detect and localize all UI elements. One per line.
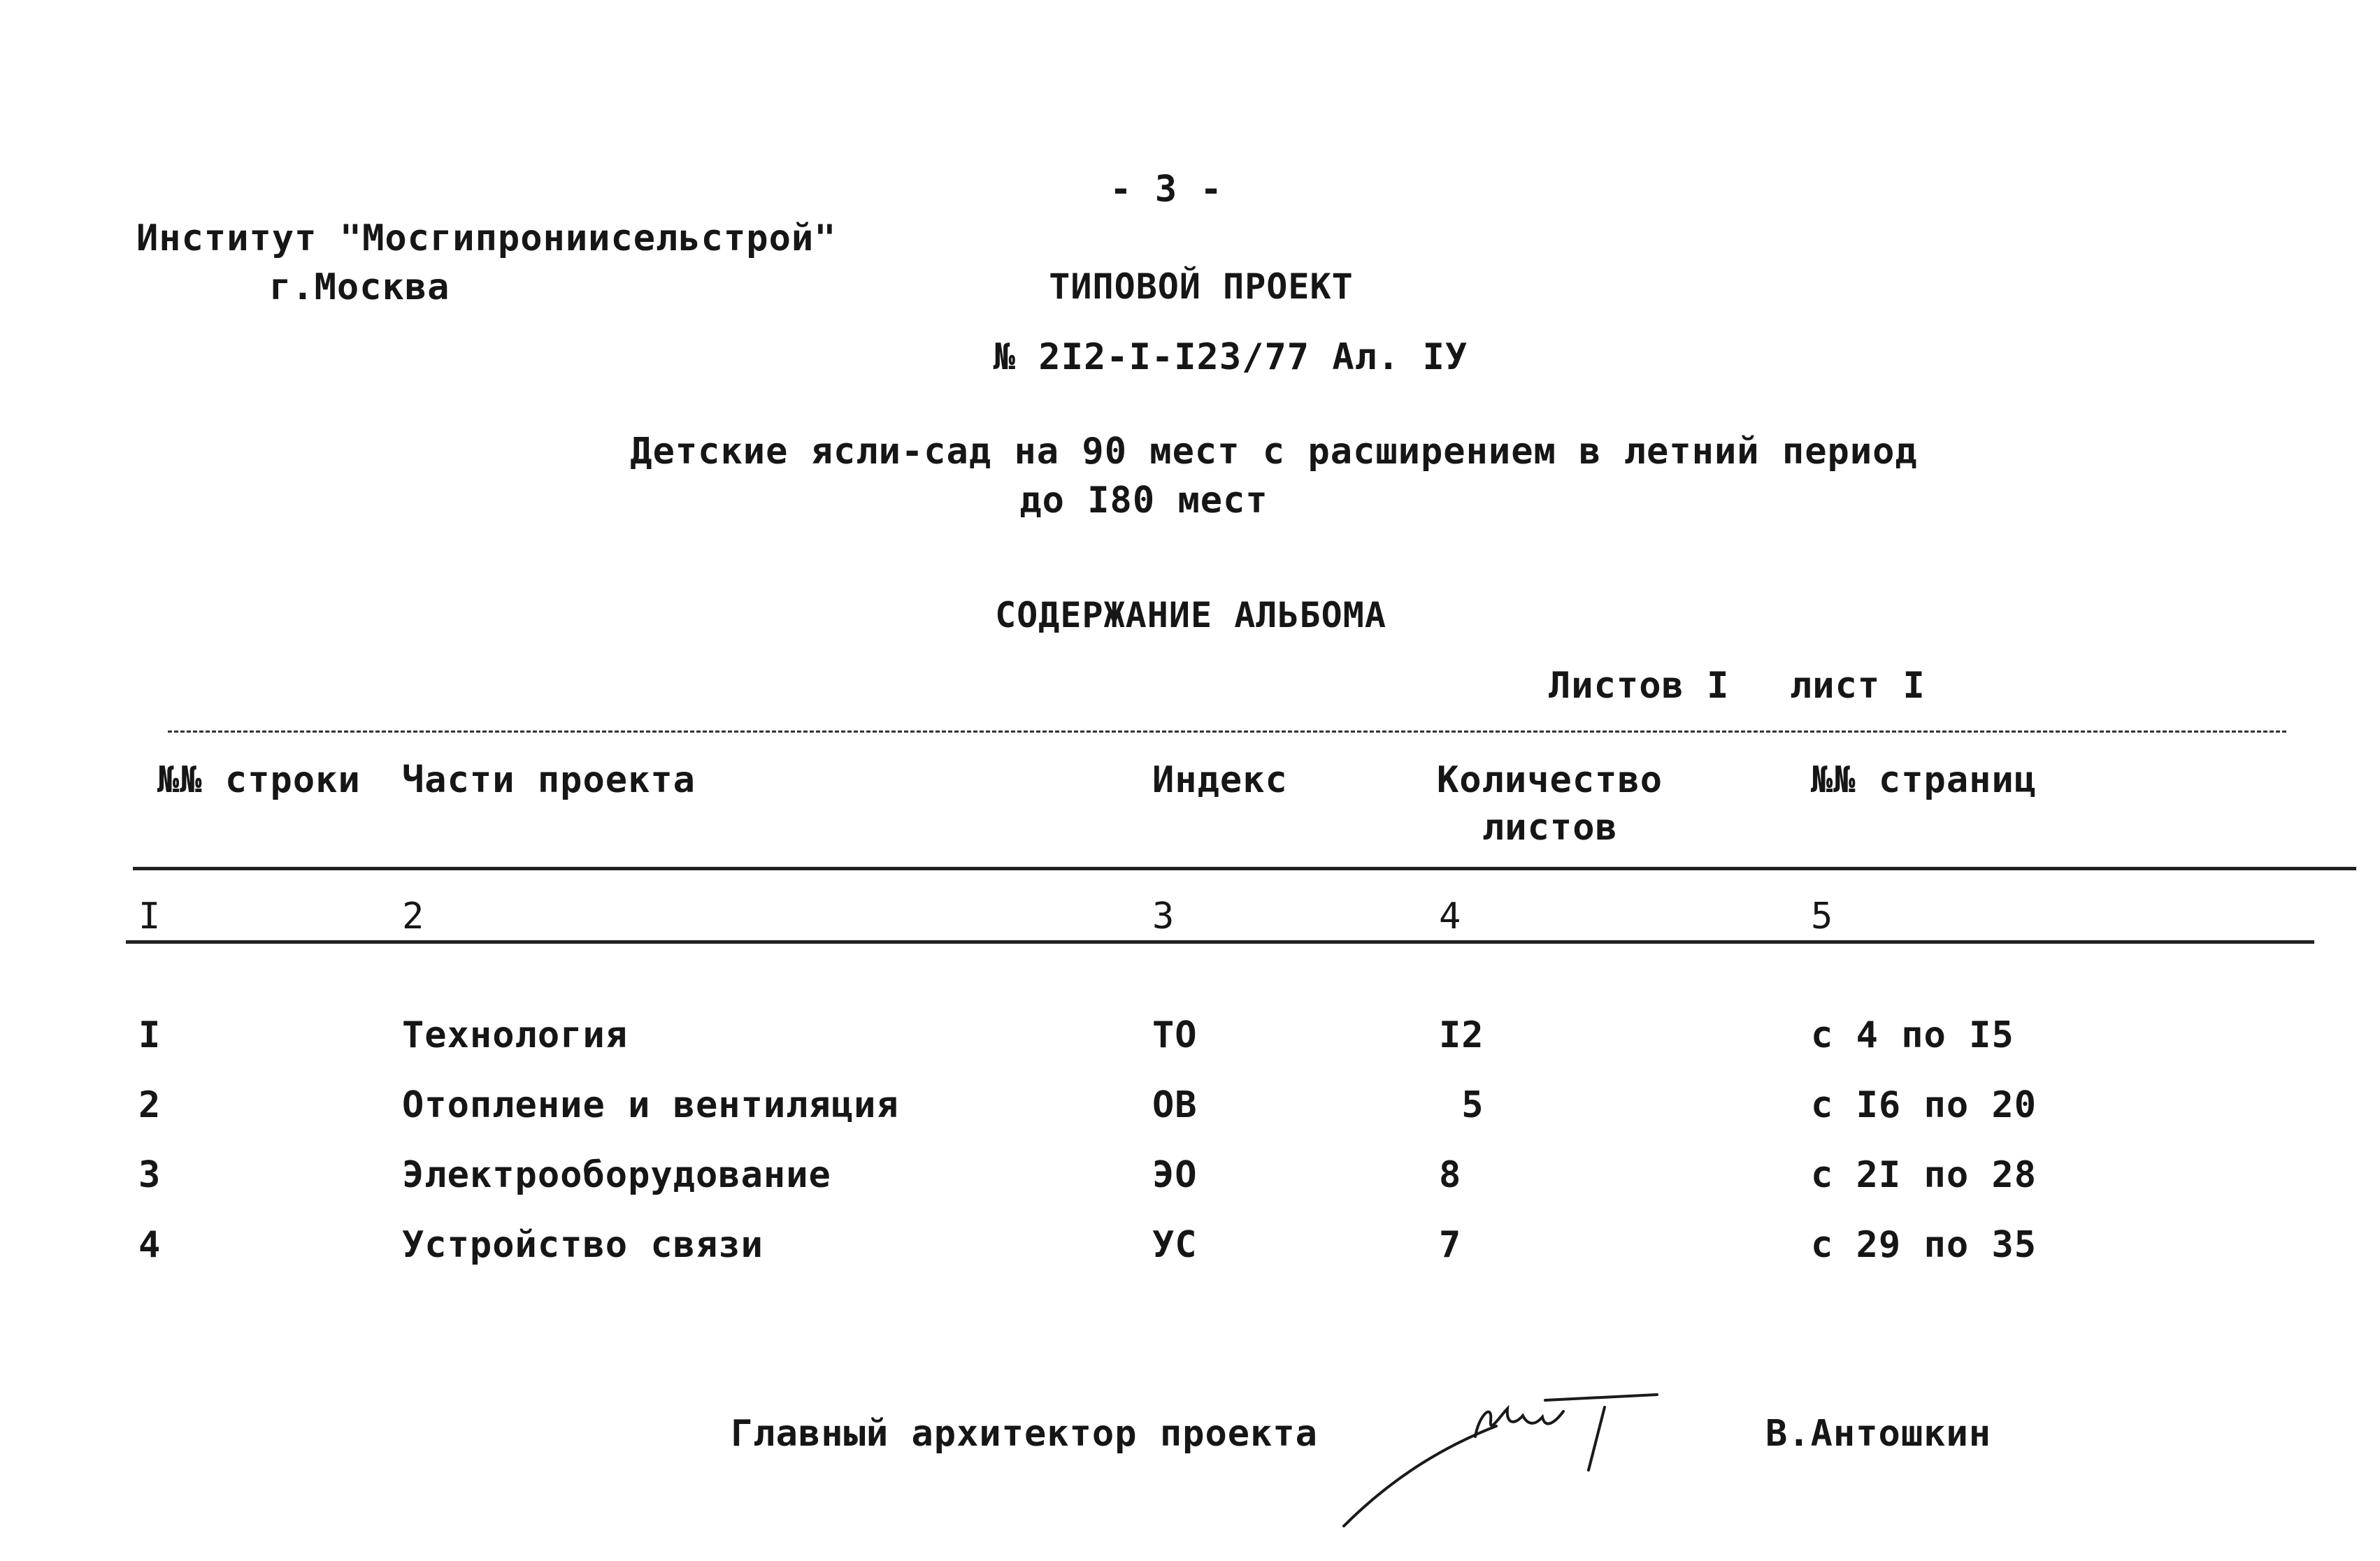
table-header-rule <box>133 867 2356 870</box>
part-index: ЭО <box>1152 1154 1198 1196</box>
row-number: 3 <box>138 1154 162 1196</box>
header-index: Индекс <box>1152 759 1288 801</box>
header-row-number: №№ строки <box>157 759 361 801</box>
part-index: УС <box>1152 1224 1198 1266</box>
project-part: Отопление и вентиляция <box>402 1084 899 1126</box>
chief-architect-name: В.Антошкин <box>1765 1413 1992 1455</box>
sheet-count: I2 <box>1439 1014 1484 1056</box>
page-range: с 29 по 35 <box>1811 1224 2037 1266</box>
project-type: ТИПОВОЙ ПРОЕКТ <box>1049 266 1354 307</box>
table-top-rule <box>168 731 2286 733</box>
signature <box>1335 1388 1671 1534</box>
row-number: 4 <box>138 1224 162 1266</box>
project-part: Технология <box>402 1014 629 1056</box>
project-title-line2: до I80 мест <box>1019 480 1268 521</box>
column-number-2: 2 <box>402 895 425 937</box>
project-part: Электрооборудование <box>402 1154 831 1196</box>
project-number: № 2I2-I-I23/77 Ал. IУ <box>993 336 1468 378</box>
header-page-numbers: №№ страниц <box>1811 759 2037 801</box>
part-index: ТО <box>1152 1014 1198 1056</box>
page-range: с I6 по 20 <box>1811 1084 2037 1126</box>
project-title-line1: Детские ясли-сад на 90 мест с расширением в летний период <box>630 431 1918 473</box>
column-number-4: 4 <box>1439 895 1462 937</box>
header-sheet-count-line2: листов <box>1482 807 1618 849</box>
page-number: - 3 - <box>1110 168 1223 210</box>
table-column-number-rule <box>126 940 2314 944</box>
header-project-part: Части проекта <box>402 759 696 801</box>
page-range: с 4 по I5 <box>1811 1014 2014 1056</box>
chief-architect-role: Главный архитектор проекта <box>731 1413 1318 1455</box>
sheet-count: 7 <box>1439 1224 1462 1266</box>
contents-heading: СОДЕРЖАНИЕ АЛЬБОМА <box>995 595 1386 635</box>
sheets-total: Листов I <box>1549 665 1730 707</box>
row-number: 2 <box>138 1084 162 1126</box>
sheet-count: 5 <box>1439 1084 1484 1126</box>
column-number-1: I <box>138 895 162 937</box>
sheet-count: 8 <box>1439 1154 1462 1196</box>
column-number-3: 3 <box>1152 895 1175 937</box>
column-number-5: 5 <box>1811 895 1834 937</box>
part-index: ОВ <box>1152 1084 1198 1126</box>
project-part: Устройство связи <box>402 1224 764 1266</box>
institute-city: г.Москва <box>269 266 450 308</box>
row-number: I <box>138 1014 162 1056</box>
sheet-number: лист I <box>1790 665 1926 707</box>
institute-name: Институт "Мосгипрониисельстрой" <box>136 217 837 259</box>
header-sheet-count-line1: Количество <box>1437 759 1663 801</box>
page-range: с 2I по 28 <box>1811 1154 2037 1196</box>
